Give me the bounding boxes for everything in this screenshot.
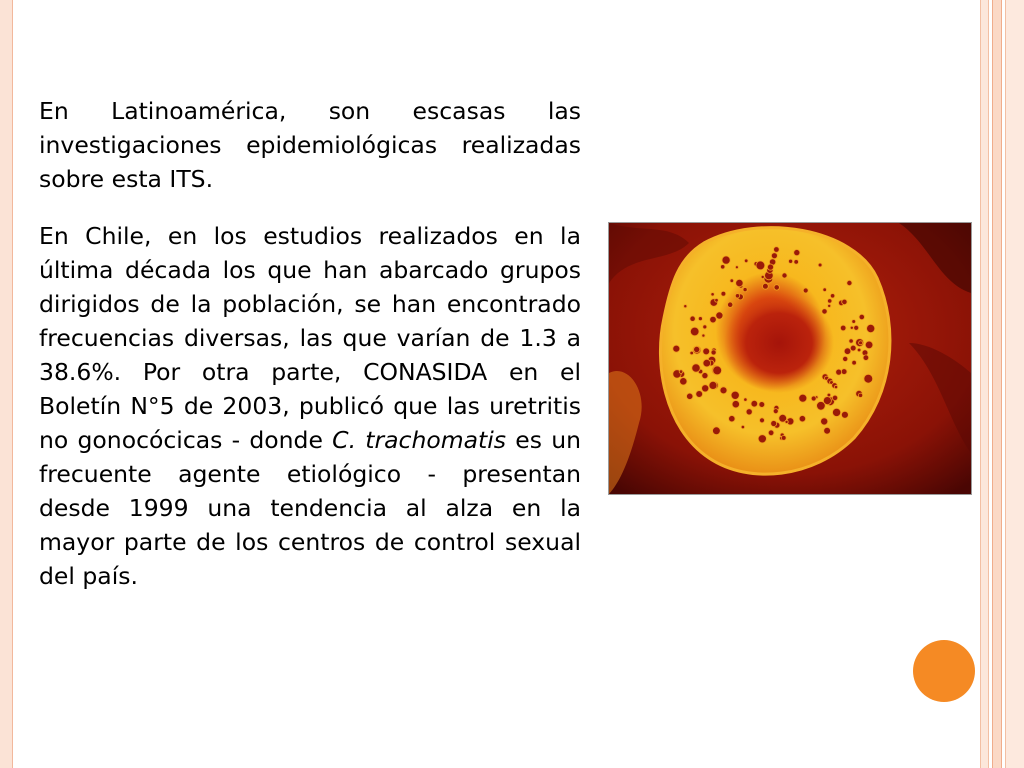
- micrograph-speck: [743, 288, 747, 292]
- paragraph-2-text-before: En Chile, en los estudios realizados en la última década los que han abarcado grupos dirigidos de la población, se han encontrado frecuencias diversas, las que varían de 1.3 a 38.6%. Por otra parte, CONASIDA en el Boletín N°5 de 2003, publicó que las uretritis no gonocócicas - donde: [39, 222, 581, 454]
- micrograph-speck: [758, 435, 766, 443]
- paragraph-chile: [39, 219, 581, 593]
- micrograph-speck: [854, 325, 859, 330]
- micrograph-speck: [713, 427, 721, 435]
- right-decorative-stripes: [980, 0, 1024, 768]
- micrograph-speck: [731, 391, 739, 399]
- micrograph-speck: [690, 327, 699, 336]
- orange-circle-decoration: [913, 640, 975, 702]
- micrograph-speck: [735, 294, 739, 298]
- micrograph-speck: [696, 391, 703, 398]
- micrograph-speck: [811, 396, 816, 401]
- micrograph-speck: [698, 317, 702, 321]
- micrograph-speck: [716, 312, 723, 319]
- micrograph-speck: [732, 401, 739, 408]
- micrograph-illustration: [609, 223, 971, 494]
- micrograph-speck: [824, 427, 831, 434]
- micrograph-speck: [773, 409, 778, 414]
- micrograph-speck: [858, 393, 862, 397]
- micrograph-speck: [756, 261, 765, 270]
- micrograph-speck: [828, 304, 831, 307]
- micrograph-speck: [735, 266, 738, 269]
- micrograph-speck: [850, 345, 856, 351]
- micrograph-speck: [673, 345, 680, 352]
- micrograph-speck: [702, 334, 705, 337]
- micrograph-speck: [803, 288, 808, 293]
- micrograph-speck: [761, 275, 764, 278]
- micrograph-speck: [818, 263, 822, 267]
- micrograph-speck: [684, 305, 687, 308]
- micrograph-speck: [828, 299, 832, 303]
- micrograph-speck: [722, 256, 730, 264]
- micrograph-speck: [833, 408, 841, 416]
- species-name-italic: C. trachomatis: [332, 426, 507, 454]
- micrograph-speck: [822, 309, 827, 314]
- micrograph-speck: [794, 260, 799, 265]
- micrograph-speck: [709, 381, 717, 389]
- micrograph-speck: [703, 359, 711, 367]
- micrograph-speck: [690, 316, 695, 321]
- micrograph-speck: [843, 356, 848, 361]
- micrograph-speck: [744, 398, 747, 401]
- micrograph-speck: [763, 283, 769, 289]
- micrograph-speck: [771, 421, 777, 427]
- micrograph-speck: [836, 369, 842, 375]
- micrograph-image: [608, 222, 972, 495]
- micrograph-speck: [841, 369, 847, 375]
- micrograph-speck: [863, 355, 869, 361]
- micrograph-speck: [817, 402, 826, 411]
- micrograph-speck: [864, 374, 873, 383]
- micrograph-speck: [857, 348, 861, 352]
- micrograph-speck: [702, 385, 709, 392]
- micrograph-speck: [703, 325, 707, 329]
- micrograph-speck: [721, 291, 726, 296]
- micrograph-speck: [852, 320, 856, 324]
- micrograph-speck: [834, 385, 837, 388]
- micrograph-speck: [859, 341, 863, 345]
- micrograph-speck: [867, 324, 875, 332]
- micrograph-speck: [789, 259, 793, 263]
- micrograph-speck: [715, 299, 719, 303]
- micrograph-speck: [774, 247, 780, 253]
- micrograph-speck: [859, 314, 864, 319]
- micrograph-speck: [850, 326, 853, 329]
- micrograph-speck: [746, 409, 752, 415]
- micrograph-speck: [720, 387, 727, 394]
- micrograph-speck: [830, 294, 834, 298]
- micrograph-speck: [767, 264, 773, 270]
- micrograph-speck: [794, 250, 800, 256]
- micrograph-speck: [679, 370, 683, 374]
- left-decorative-stripe: [0, 0, 13, 768]
- micrograph-speck: [847, 280, 852, 285]
- micrograph-speck: [760, 418, 765, 423]
- micrograph-speck: [744, 259, 748, 263]
- micrograph-speck: [751, 400, 758, 407]
- micrograph-speck: [852, 360, 857, 365]
- micrograph-speck: [680, 378, 687, 385]
- micrograph-speck: [768, 430, 774, 436]
- micrograph-speck: [799, 416, 805, 422]
- micrograph-speck: [713, 366, 722, 375]
- micrograph-speck: [702, 373, 708, 379]
- paragraph-2-text-after: es un frecuente agente etiológico - presentan desde 1999 una tendencia al alza en la mayor parte de los centros de control sexual del país.: [39, 426, 581, 590]
- micrograph-speck: [823, 288, 827, 292]
- micrograph-speck: [710, 316, 717, 323]
- micrograph-speck: [711, 350, 716, 355]
- micrograph-speck: [844, 348, 851, 355]
- micrograph-speck: [841, 411, 848, 418]
- micrograph-speck: [741, 425, 744, 428]
- micrograph-speck: [842, 299, 847, 304]
- micrograph-speck: [799, 394, 807, 402]
- micrograph-speck: [729, 416, 735, 422]
- micrograph-speck: [782, 273, 787, 278]
- micrograph-speck: [840, 325, 846, 331]
- micrograph-speck: [827, 393, 831, 397]
- micrograph-speck: [711, 293, 714, 296]
- micrograph-speck: [774, 285, 779, 290]
- micrograph-speck: [728, 302, 733, 307]
- micrograph-speck: [736, 279, 743, 286]
- micrograph-speck: [730, 279, 734, 283]
- micrograph-speck: [785, 420, 788, 423]
- paragraph-1-text: En Latinoamérica, son escasas las investigaciones epidemiológicas realizadas sobre esta ITS.: [39, 97, 581, 193]
- slide-body-text: [39, 94, 581, 593]
- micrograph-speck: [865, 341, 873, 349]
- micrograph-speck: [781, 436, 786, 441]
- micrograph-speck: [821, 418, 828, 425]
- micrograph-speck: [849, 339, 853, 343]
- micrograph-speck: [832, 395, 837, 400]
- micrograph-speck: [703, 348, 710, 355]
- micrograph-speck: [759, 402, 765, 408]
- micrograph-speck: [694, 346, 700, 352]
- micrograph-speck: [771, 253, 777, 259]
- micrograph-speck: [687, 393, 693, 399]
- micrograph-speck: [721, 265, 725, 269]
- micrograph-speck: [692, 364, 700, 372]
- paragraph-latinoamerica: [39, 94, 581, 196]
